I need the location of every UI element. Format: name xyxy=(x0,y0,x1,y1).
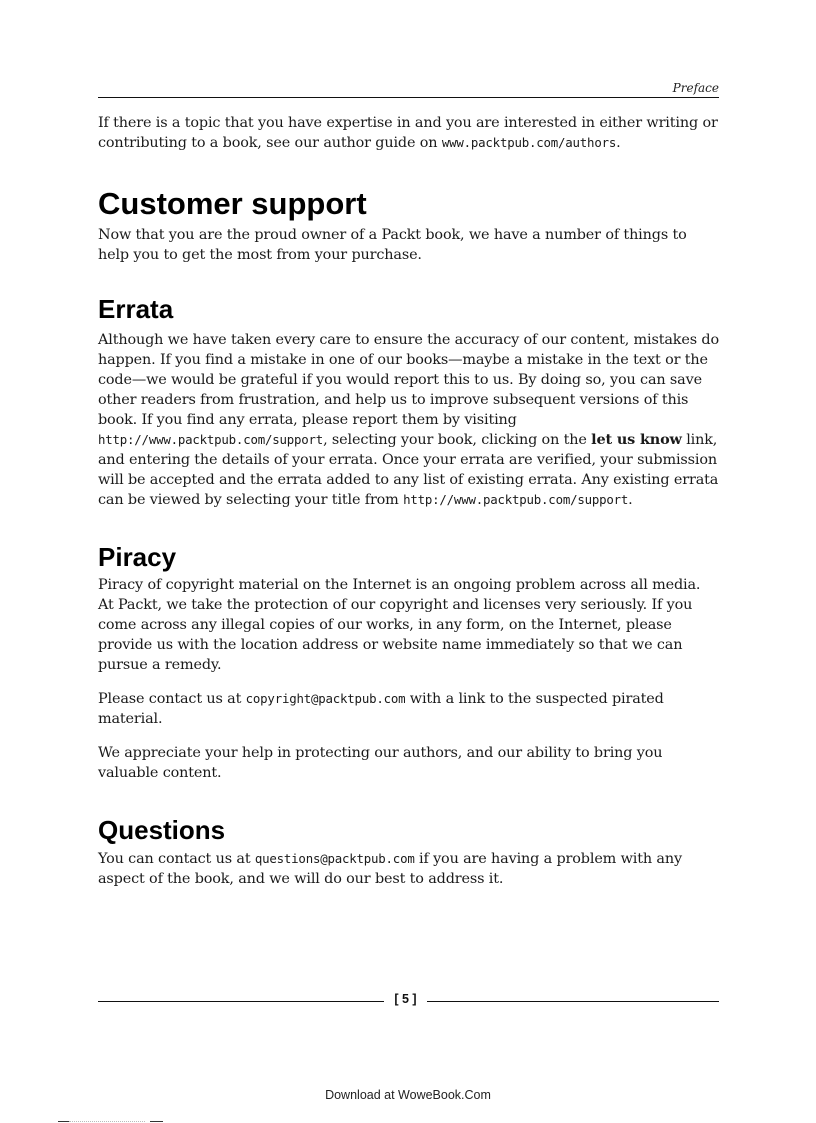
intro-paragraph: If there is a topic that you have expertise in and you are interested in either writing or contributing to a book, see our author guide on www.packtpub.com/authors. xyxy=(98,115,718,151)
piracy-section xyxy=(98,544,719,570)
footer-rule-left xyxy=(98,1001,384,1002)
page-number: [ 5 ] xyxy=(394,992,417,1006)
errata-heading: Errata xyxy=(98,294,174,324)
piracy-paragraph-3: We appreciate your help in protecting our authors, and our ability to bring you valuable content. xyxy=(98,745,663,781)
piracy-heading: Piracy xyxy=(98,542,177,572)
piracy-paragraph-2: Please contact us at copyright@packtpub.com with a link to the suspected pirated material. xyxy=(98,691,664,727)
intro-section xyxy=(98,113,719,153)
errata-section xyxy=(98,296,719,322)
corner-mark-dotted xyxy=(69,1121,145,1122)
corner-mark xyxy=(58,1121,69,1122)
customer-support-heading: Customer support xyxy=(98,186,367,221)
questions-section xyxy=(98,817,719,843)
errata-paragraph: Although we have taken every care to ensure the accuracy of our content, mistakes do happen. If you find a mistake in one of our books—maybe a mistake in the text or the code—we would be grateful if you would report this to us. By doing so, you can save other readers from frustration, and help us to improve subsequent versions of this book. If you find any errata, please report them by visiting http://www.packtpub.com/support, selecting your book, clicking on the let us know link, and entering the details of your errata. Once your errata are verified, your submission will be accepted and the errata added to any list of existing errata. Any existing errata can be viewed by selecting your title from http://www.packtpub.com/support. xyxy=(98,332,719,508)
customer-support-section xyxy=(98,188,719,219)
questions-email[interactable]: questions@packtpub.com xyxy=(254,851,415,866)
support-url[interactable]: http://www.packtpub.com/support xyxy=(98,432,324,447)
download-note: Download at WoweBook.Com xyxy=(325,1088,491,1102)
customer-support-paragraph: Now that you are the proud owner of a Packt book, we have a number of things to help you to get the most from your purchase. xyxy=(98,227,687,263)
questions-heading: Questions xyxy=(98,815,226,845)
header-rule xyxy=(98,97,719,98)
support-url-2[interactable]: http://www.packtpub.com/support xyxy=(403,492,629,507)
piracy-paragraph-1: Piracy of copyright material on the Internet is an ongoing problem across all media. At Packt, we take the protection of our copyright and licenses very seriously. If you come across any illegal copies of our works, in any form, on the Internet, please provide us with the location address or website name immediately so that we can pursue a remedy. xyxy=(98,577,701,673)
questions-paragraph: You can contact us at questions@packtpub.com if you are having a problem with any aspect of the book, and we will do our best to address it. xyxy=(98,851,682,887)
running-head: Preface xyxy=(672,81,719,95)
footer-rule-right xyxy=(427,1001,719,1002)
copyright-email[interactable]: copyright@packtpub.com xyxy=(245,691,406,706)
let-us-know-link[interactable]: let us know xyxy=(591,431,682,448)
authors-url[interactable]: www.packtpub.com/authors xyxy=(441,135,617,150)
corner-mark xyxy=(150,1121,163,1122)
